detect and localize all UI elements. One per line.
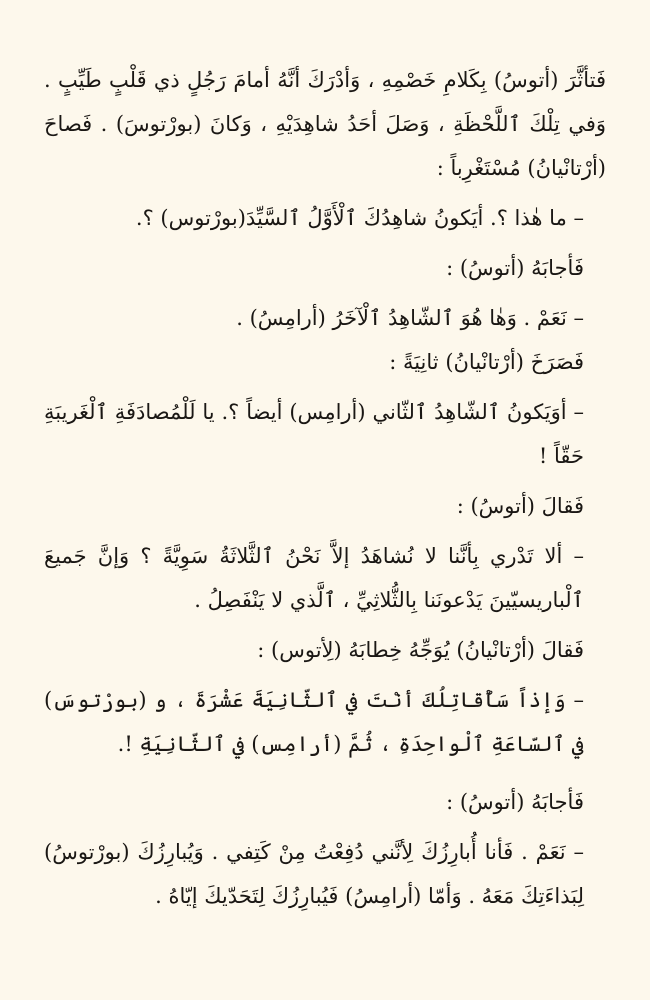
speaker-intro: فَأجابَهُ (أتوسُ) : [446, 256, 584, 280]
dialogue-line: – نَعَمْ . فَأنا أُبارِزُكَ لِأنَّني دُفِعْتُ مِنْ كَتِفي . وَيُبارِزُكَ (بورْتوسُ) لِبَذاءَتِكَ مَعَهُ . وَأمّا (أرامِسُ) فَيُبارِزُكَ لِتَحَدّيكَ إيّاهُ . [44, 840, 584, 908]
speaker-intro: فَقالَ (أتوسُ) : [456, 494, 584, 518]
dialogue-line: – وَإذاً سَأُقاتِلُكَ أنْتَ في ٱلثّانِيَةَ عَشْرَةَ ، و (بورْتوسَ) في ٱلسّاعَةِ ٱلْواحِدَةِ ، ثُمَّ (أرامِس) في ٱلثّانِيَةِ !. [44, 688, 584, 756]
speaker-intro: فَأجابَهُ (أتوسُ) : [446, 790, 584, 814]
narration-paragraph: فَتأثَّرَ (أتوسُ) بِكَلامِ خَصْمِهِ ، وَأدْرَكَ أنَّهُ أمامَ رَجُلٍ ذي قَلْبٍ طَيِّبٍ . وَفي تِلْكَ ٱللَّحْظَةِ ، وَصَلَ أحَدُ شاهِدَيْهِ ، وَكانَ (بورْتوسَ) . فَصاحَ (أرْتانْيانُ) مُسْتَغْرِباً : [44, 68, 606, 180]
speaker-intro: فَقالَ (أرْتانْيانُ) يُوَجِّهُ خِطابَهُ (لِأتوس) : [257, 638, 584, 662]
dialogue-line: – نَعَمْ . وَهٰا هُوَ ٱلشّاهِدُ ٱلْآخَرُ (أرامِسُ) . [236, 306, 584, 330]
dialogue-line: – أوَيَكونُ ٱلشّاهِدُ ٱلثّاني (أرامِس) أيضاً ؟. يا لَلْمُصادَفَةِ ٱلْغَريبَةِ حَقّاً ! [44, 400, 584, 468]
dialogue-line: – ما هٰذا ؟. أيَكونُ شاهِدُكَ ٱلْأَوَّلُ ٱلسَّيِّدَ(بورْتوس) ؟. [135, 206, 584, 230]
dialogue-line: – ألا تَدْري بِأنَّنا لا نُشاهَدُ إلاَّ نَحْنُ ٱلثَّلاثَةُ سَوِيَّةً ؟ وَإنَّ جَميعَ ٱلْباريسيّينَ يَدْعونَنا بِالثُّلاثِيِّ ، ٱلَّذي لا يَنْفَصِلُ . [44, 544, 584, 612]
speaker-intro: فَصَرَخَ (أرْتانْيانُ) ثانِيَةً : [389, 350, 584, 374]
